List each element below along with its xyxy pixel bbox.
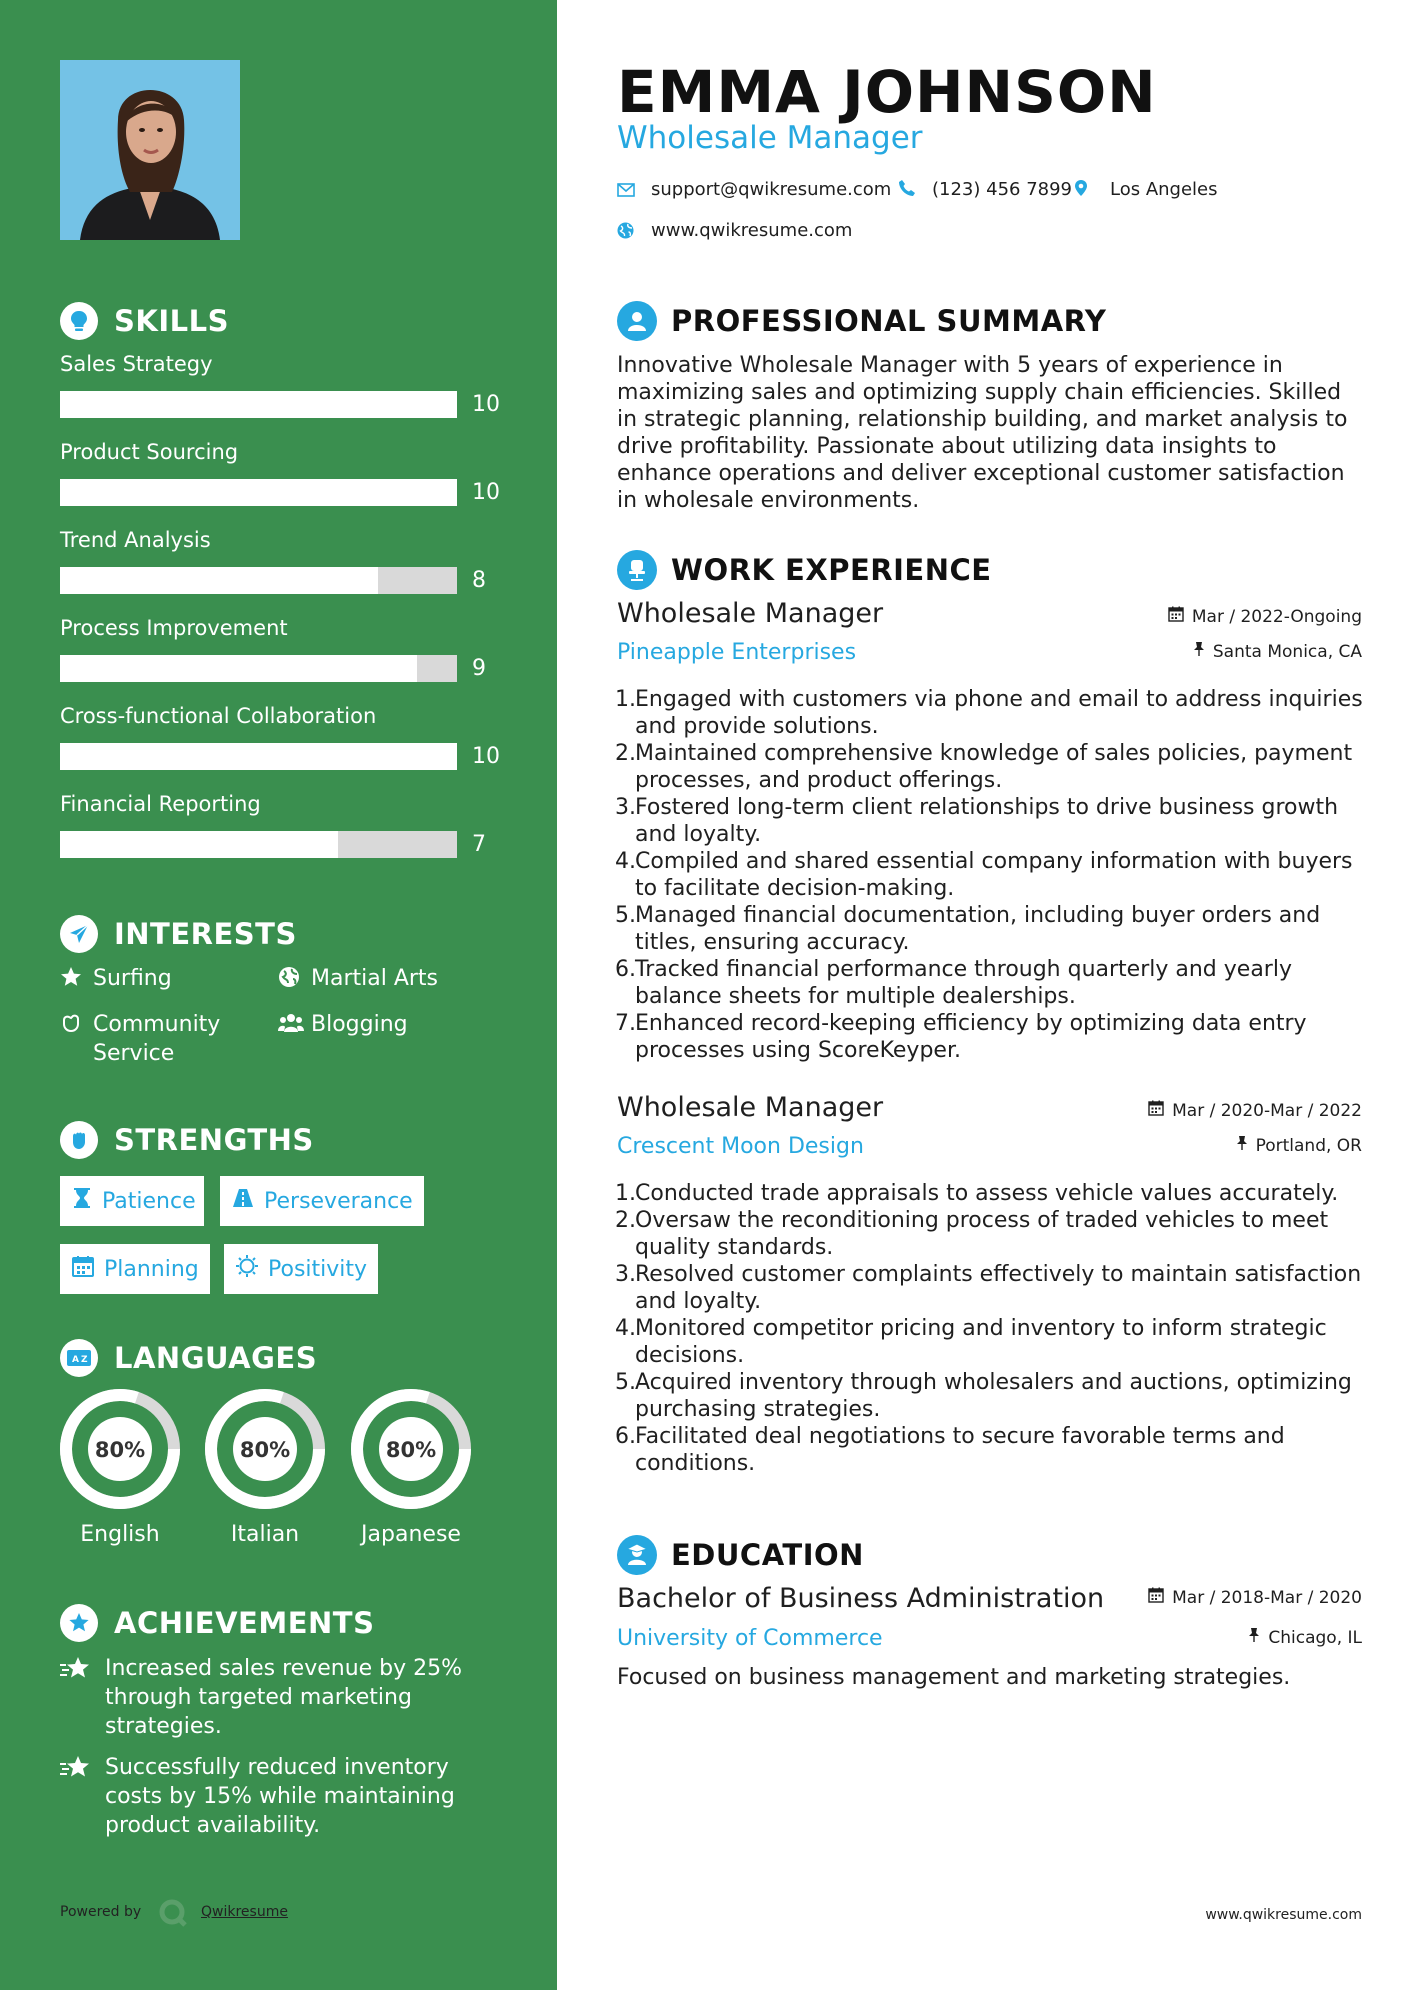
- education-location: [1007, 1627, 1362, 1648]
- duty-number: 5.: [615, 903, 636, 928]
- skill-bar-track: [60, 655, 457, 682]
- website-link[interactable]: www.qwikresume.com: [651, 220, 853, 241]
- duty-number: 4.: [615, 849, 636, 874]
- footer-website: www.qwikresume.com: [1205, 1907, 1362, 1923]
- language-percent: 80%: [239, 1438, 291, 1462]
- candidate-name: EMMA JOHNSON: [617, 58, 1157, 126]
- education-dates-text: Mar / 2018-Mar / 2020: [1172, 1587, 1362, 1608]
- strength-label: Perseverance: [264, 1188, 413, 1214]
- duty-text: Acquired inventory through wholesalers and auctions, optimizing purchasing strategies.: [635, 1370, 1352, 1422]
- language-item: [204, 1388, 328, 1563]
- duty-number: 4.: [615, 1316, 636, 1341]
- duty-text: Conducted trade appraisals to assess vehicle values accurately.: [635, 1181, 1339, 1206]
- language-donut-chart: [204, 1388, 326, 1510]
- language-label: Italian: [230, 1522, 300, 1547]
- job-duty-item: [615, 902, 1365, 956]
- strength-chip-perseverance: [220, 1176, 424, 1226]
- profile-photo: [60, 60, 240, 240]
- duty-text: Maintained comprehensive knowledge of sales policies, payment processes, and product offerings.: [635, 741, 1353, 793]
- duty-number: 5.: [615, 1370, 636, 1395]
- interest-label: Blogging: [311, 1012, 408, 1037]
- job-duties-list: [617, 1180, 1365, 1477]
- duty-text: Compiled and shared essential company information with buyers to facilitate decision-making.: [635, 849, 1353, 901]
- job-company: Pineapple Enterprises: [617, 640, 857, 665]
- skill-level-value: 10: [472, 480, 500, 505]
- job-location: [1007, 641, 1362, 662]
- road-icon: [232, 1188, 264, 1214]
- job-dates: [1007, 606, 1362, 627]
- users-icon: [278, 1012, 304, 1038]
- strength-label: Positivity: [268, 1256, 368, 1282]
- education-description: Focused on business management and marketing strategies.: [617, 1665, 1291, 1690]
- calendar-icon: [1148, 1100, 1172, 1121]
- skill-level-value: 10: [472, 744, 500, 769]
- duty-text: Engaged with customers via phone and email to address inquiries and provide solutions.: [635, 687, 1363, 739]
- duty-number: 1.: [615, 1181, 636, 1206]
- language-label: Japanese: [361, 1522, 461, 1547]
- school-name: University of Commerce: [617, 1626, 883, 1651]
- fist-icon: [60, 1121, 98, 1159]
- phone-number: (123) 456 7899: [932, 179, 1073, 200]
- briefcase-chair-icon: [617, 550, 657, 590]
- duty-text: Monitored competitor pricing and inventory to inform strategic decisions.: [635, 1316, 1327, 1368]
- duty-number: 6.: [615, 957, 636, 982]
- hand-icon: [60, 1012, 82, 1038]
- star-icon: [60, 966, 82, 992]
- duty-number: 1.: [615, 687, 636, 712]
- language-percent: 80%: [385, 1438, 437, 1462]
- skill-bar-fill: [60, 655, 417, 682]
- hourglass-icon: [72, 1187, 102, 1215]
- calendar-icon: [72, 1255, 104, 1283]
- skill-label: Financial Reporting: [60, 792, 261, 816]
- language-donut-chart: [350, 1388, 472, 1510]
- duty-number: 2.: [615, 741, 636, 766]
- job-duty-item: [615, 956, 1365, 1010]
- job-duty-item: [615, 848, 1365, 902]
- job-dates: [1007, 1100, 1362, 1121]
- duty-number: 3.: [615, 1262, 636, 1287]
- job-location: [1007, 1135, 1362, 1156]
- job-duty-item: [615, 1423, 1365, 1477]
- skill-label: Cross-functional Collaboration: [60, 704, 377, 728]
- job-duty-item: [615, 1315, 1365, 1369]
- star-burst-icon: [60, 1755, 92, 1785]
- job-duty-item: [615, 1369, 1365, 1423]
- education-dates: [1007, 1587, 1362, 1608]
- job-location-text: Portland, OR: [1255, 1135, 1362, 1156]
- skill-level-value: 9: [472, 656, 486, 681]
- job-duty-item: [615, 1010, 1365, 1064]
- skill-label: Sales Strategy: [60, 352, 213, 376]
- language-item: [59, 1388, 183, 1563]
- envelope-icon: [617, 182, 635, 201]
- skills-heading: SKILLS: [114, 304, 229, 338]
- location-pin-icon: [1074, 179, 1088, 201]
- pushpin-icon: [1248, 1627, 1268, 1648]
- skill-bar-track: [60, 831, 457, 858]
- calendar-icon: [1168, 606, 1192, 627]
- experience-heading: WORK EXPERIENCE: [671, 553, 992, 587]
- svg-text:A: A: [72, 1355, 79, 1365]
- job-role: Wholesale Manager: [617, 1092, 884, 1123]
- star-burst-icon: [60, 1656, 92, 1686]
- powered-by-text: Powered by: [60, 1904, 142, 1920]
- job-duty-item: [615, 740, 1365, 794]
- phone-icon: [898, 179, 916, 201]
- language-label: English: [80, 1522, 160, 1547]
- education-location-text: Chicago, IL: [1268, 1627, 1362, 1648]
- interest-label: Surfing: [93, 966, 172, 991]
- duty-number: 6.: [615, 1424, 636, 1449]
- duty-text: Facilitated deal negotiations to secure favorable terms and conditions.: [635, 1424, 1285, 1476]
- skill-level-value: 10: [472, 392, 500, 417]
- job-duty-item: [615, 794, 1365, 848]
- paper-plane-icon: [60, 915, 98, 953]
- job-dates-text: Mar / 2020-Mar / 2022: [1172, 1100, 1362, 1121]
- main-content: [557, 0, 1407, 1990]
- lightbulb-icon: [60, 302, 98, 340]
- sidebar: [0, 0, 557, 1990]
- language-donut-chart: [59, 1388, 181, 1510]
- qwikresume-logo-icon: [158, 1898, 188, 1932]
- user-icon: [617, 301, 657, 341]
- strength-chip-positivity: [224, 1244, 378, 1294]
- skill-level-value: 7: [472, 832, 486, 857]
- skill-label: Product Sourcing: [60, 440, 239, 464]
- strength-chip-planning: [60, 1244, 210, 1294]
- skill-bar-fill: [60, 743, 457, 770]
- skill-bar-fill: [60, 391, 457, 418]
- job-duties-list: [617, 686, 1365, 1064]
- languages-heading: LANGUAGES: [114, 1341, 318, 1375]
- summary-heading: PROFESSIONAL SUMMARY: [671, 304, 1107, 338]
- skill-label: Trend Analysis: [60, 528, 211, 552]
- skill-bar-fill: [60, 479, 457, 506]
- duty-text: Resolved customer complaints effectively to maintain satisfaction and loyalty.: [635, 1262, 1362, 1314]
- achievements-heading: ACHIEVEMENTS: [114, 1606, 375, 1640]
- interests-heading: INTERESTS: [114, 917, 297, 951]
- candidate-title: Wholesale Manager: [617, 120, 923, 156]
- interest-label: Community Service: [93, 1012, 221, 1066]
- calendar-icon: [1148, 1587, 1172, 1608]
- graduate-icon: [617, 1535, 657, 1575]
- strength-label: Planning: [104, 1256, 199, 1282]
- degree-title: Bachelor of Business Administration: [617, 1583, 1105, 1614]
- job-duty-item: [615, 1180, 1365, 1207]
- duty-number: 7.: [615, 1011, 636, 1036]
- location-text: Los Angeles: [1110, 179, 1218, 200]
- strengths-heading: STRENGTHS: [114, 1123, 314, 1157]
- skill-bar-track: [60, 743, 457, 770]
- duty-number: 3.: [615, 795, 636, 820]
- duty-number: 2.: [615, 1208, 636, 1233]
- duty-text: Tracked financial performance through quarterly and yearly balance sheets for multiple dealerships.: [635, 957, 1292, 1009]
- duty-text: Enhanced record-keeping efficiency by optimizing data entry processes using ScoreKeyper.: [635, 1011, 1307, 1063]
- skill-bar-fill: [60, 567, 378, 594]
- duty-text: Managed financial documentation, including buyer orders and titles, ensuring accuracy.: [635, 903, 1321, 955]
- skill-label: Process Improvement: [60, 616, 288, 640]
- job-duty-item: [615, 1261, 1365, 1315]
- interest-label: Martial Arts: [311, 966, 439, 991]
- job-location-text: Santa Monica, CA: [1212, 641, 1362, 662]
- globe-icon: [278, 966, 300, 992]
- education-heading: EDUCATION: [671, 1538, 864, 1572]
- language-item: [350, 1388, 474, 1563]
- award-star-icon: [60, 1604, 98, 1642]
- qwikresume-link[interactable]: Qwikresume: [201, 1904, 288, 1920]
- skill-bar-track: [60, 567, 457, 594]
- duty-text: Oversaw the reconditioning process of traded vehicles to meet quality standards.: [635, 1208, 1329, 1260]
- pushpin-icon: [1193, 641, 1213, 662]
- job-duty-item: [615, 686, 1365, 740]
- job-duty-item: [615, 1207, 1365, 1261]
- job-role: Wholesale Manager: [617, 598, 884, 629]
- job-dates-text: Mar / 2022-Ongoing: [1191, 606, 1362, 627]
- skill-bar-fill: [60, 831, 338, 858]
- sun-icon: [236, 1255, 268, 1283]
- duty-text: Fostered long-term client relationships to drive business growth and loyalty.: [635, 795, 1339, 847]
- svg-text:Z: Z: [81, 1355, 88, 1365]
- pushpin-icon: [1236, 1135, 1256, 1156]
- strength-label: Patience: [102, 1188, 196, 1214]
- skill-bar-track: [60, 479, 457, 506]
- summary-text: Innovative Wholesale Manager with 5 years of experience in maximizing sales and optimizing supply chain efficiencies. Skilled in strategic planning, relationship building, and market analysis to drive profitability. Passionate about utilizing data insights to enhance operations and deliver exceptional customer satisfaction in wholesale environments.: [617, 353, 1348, 513]
- achievement-text: Increased sales revenue by 25% through targeted marketing strategies.: [105, 1656, 463, 1739]
- job-company: Crescent Moon Design: [617, 1134, 864, 1159]
- language-icon: [60, 1339, 98, 1377]
- language-percent: 80%: [94, 1438, 146, 1462]
- achievement-text: Successfully reduced inventory costs by 15% while maintaining product availability.: [105, 1755, 455, 1838]
- strength-chip-patience: [60, 1176, 204, 1226]
- skill-level-value: 8: [472, 568, 486, 593]
- globe-icon: [617, 222, 634, 243]
- skill-bar-track: [60, 391, 457, 418]
- email-link[interactable]: support@qwikresume.com: [651, 179, 892, 200]
